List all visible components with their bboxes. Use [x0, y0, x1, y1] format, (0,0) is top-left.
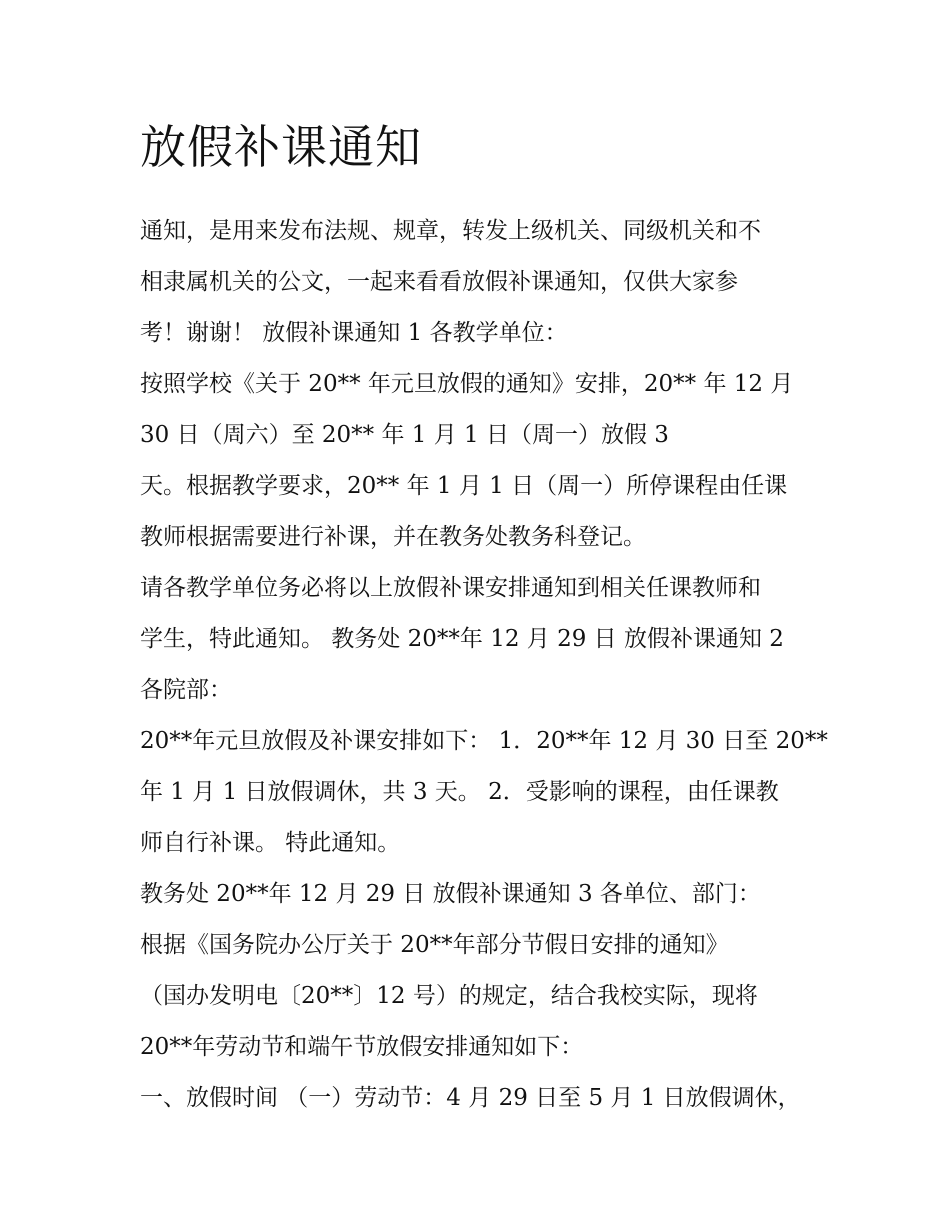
text-line: 教师根据需要进行补课，并在教务处教务科登记。 — [140, 524, 646, 550]
text-line: 按照学校《关于 20** 年元旦放假的通知》安排，20** 年 12 月 — [140, 371, 794, 397]
text-line: 年 1 月 1 日放假调休，共 3 天。 2．受影响的课程，由任课教 — [140, 779, 779, 805]
text-line: （国办发明电〔20**〕12 号）的规定，结合我校实际，现将 — [140, 983, 758, 1009]
text-line: 教务处 20**年 12 月 29 日 放假补课通知 3 各单位、部门： — [140, 881, 761, 907]
text-line: 一、放假时间 （一）劳动节：4 月 29 日至 5 月 1 日放假调休， — [140, 1085, 801, 1111]
text-line: 20**年劳动节和端午节放假安排通知如下： — [140, 1034, 584, 1060]
text-line: 20**年元旦放假及补课安排如下： 1．20**年 12 月 30 日至 20** — [140, 728, 828, 754]
text-line: 相隶属机关的公文，一起来看看放假补课通知，仅供大家参 — [140, 269, 738, 295]
document-page — [140, 112, 828, 1124]
text-line: 天。根据教学要求，20** 年 1 月 1 日（周一）所停课程由任课 — [140, 473, 788, 499]
page-title: 放假补课通知 — [140, 120, 422, 174]
text-line: 学生，特此通知。 教务处 20**年 12 月 29 日 放假补课通知 2 — [140, 626, 784, 652]
text-line: 根据《国务院办公厅关于 20**年部分节假日安排的通知》 — [140, 932, 729, 958]
text-line: 各院部： — [140, 677, 232, 703]
text-line: 考！谢谢！ 放假补课通知 1 各教学单位： — [140, 320, 568, 346]
text-line: 30 日（周六）至 20** 年 1 月 1 日（周一）放假 3 — [140, 422, 669, 448]
text-line: 通知，是用来发布法规、规章，转发上级机关、同级机关和不 — [140, 218, 761, 244]
text-line: 师自行补课。 特此通知。 — [140, 830, 401, 856]
text-line: 请各教学单位务必将以上放假补课安排通知到相关任课教师和 — [140, 575, 761, 601]
document-body — [140, 206, 828, 1124]
